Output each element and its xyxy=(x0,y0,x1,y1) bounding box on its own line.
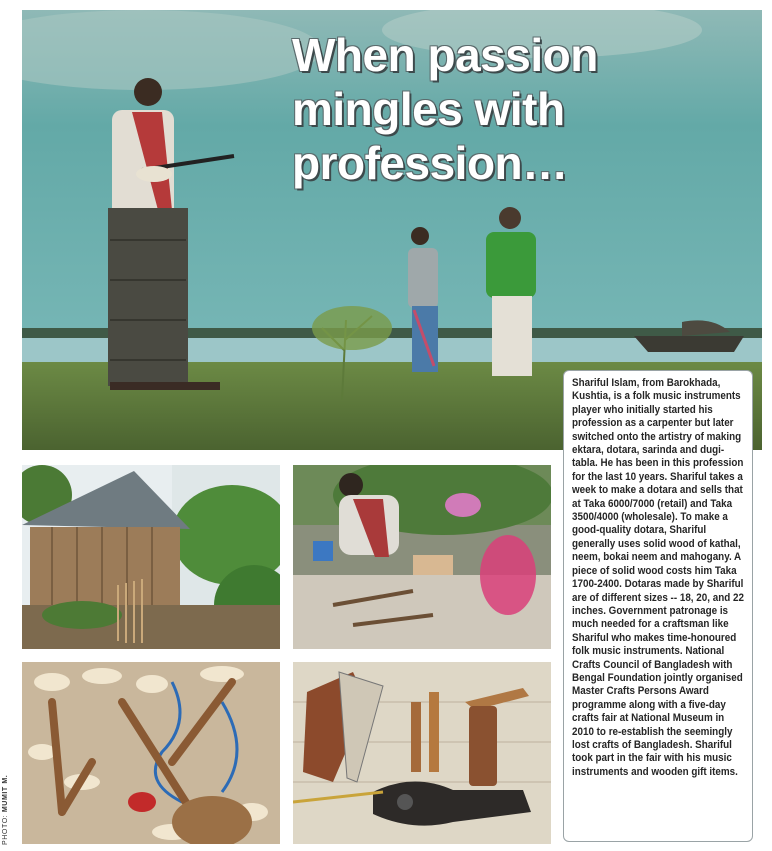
hut-photo xyxy=(22,465,280,649)
caption-text: Shariful Islam, from Barokhada, Kushtia, is a folk music instruments player who initially started his profession as a carpenter but later switched onto the artistry of making ektara, dotara, sarinda and dugi-tabla. He has been in this profession for the last 10 years. Shariful takes a week to make a dotara and sells that at Taka 6000/7000 (retail) and Taka 3500/4000 (wholesale). To make a good-quality dotara, Shariful generally uses solid wood of kathal, neem, bokai neem and mahogany. A piece of solid wood costs him Taka 1700-2400. Dotaras made by Shariful are of different sizes -- 18, 20, and 22 inches. Government patronage is much needed for a craftsman like Shariful who makes time-honoured folk music instruments. National Crafts Council of Bangladesh with Bengal Foundation jointly organised Master Crafts Persons Award programme along with a five-day crafts fair at National Museum in 2010 to re-establish the seemingly lost crafts of Bangladesh. Shariful took part in the fair with his music instruments and wooden gift items. xyxy=(572,377,744,778)
workshop-photo xyxy=(293,465,551,649)
wood-shavings-photo xyxy=(22,662,280,844)
photo-credit-name: MUMIT M. xyxy=(2,774,9,813)
headline: When passion mingles with profession… xyxy=(292,29,598,189)
tools-photo xyxy=(293,662,551,844)
photo-credit-prefix: PHOTO: xyxy=(2,812,9,845)
caption-box xyxy=(563,370,753,842)
photo-credit xyxy=(2,725,9,845)
